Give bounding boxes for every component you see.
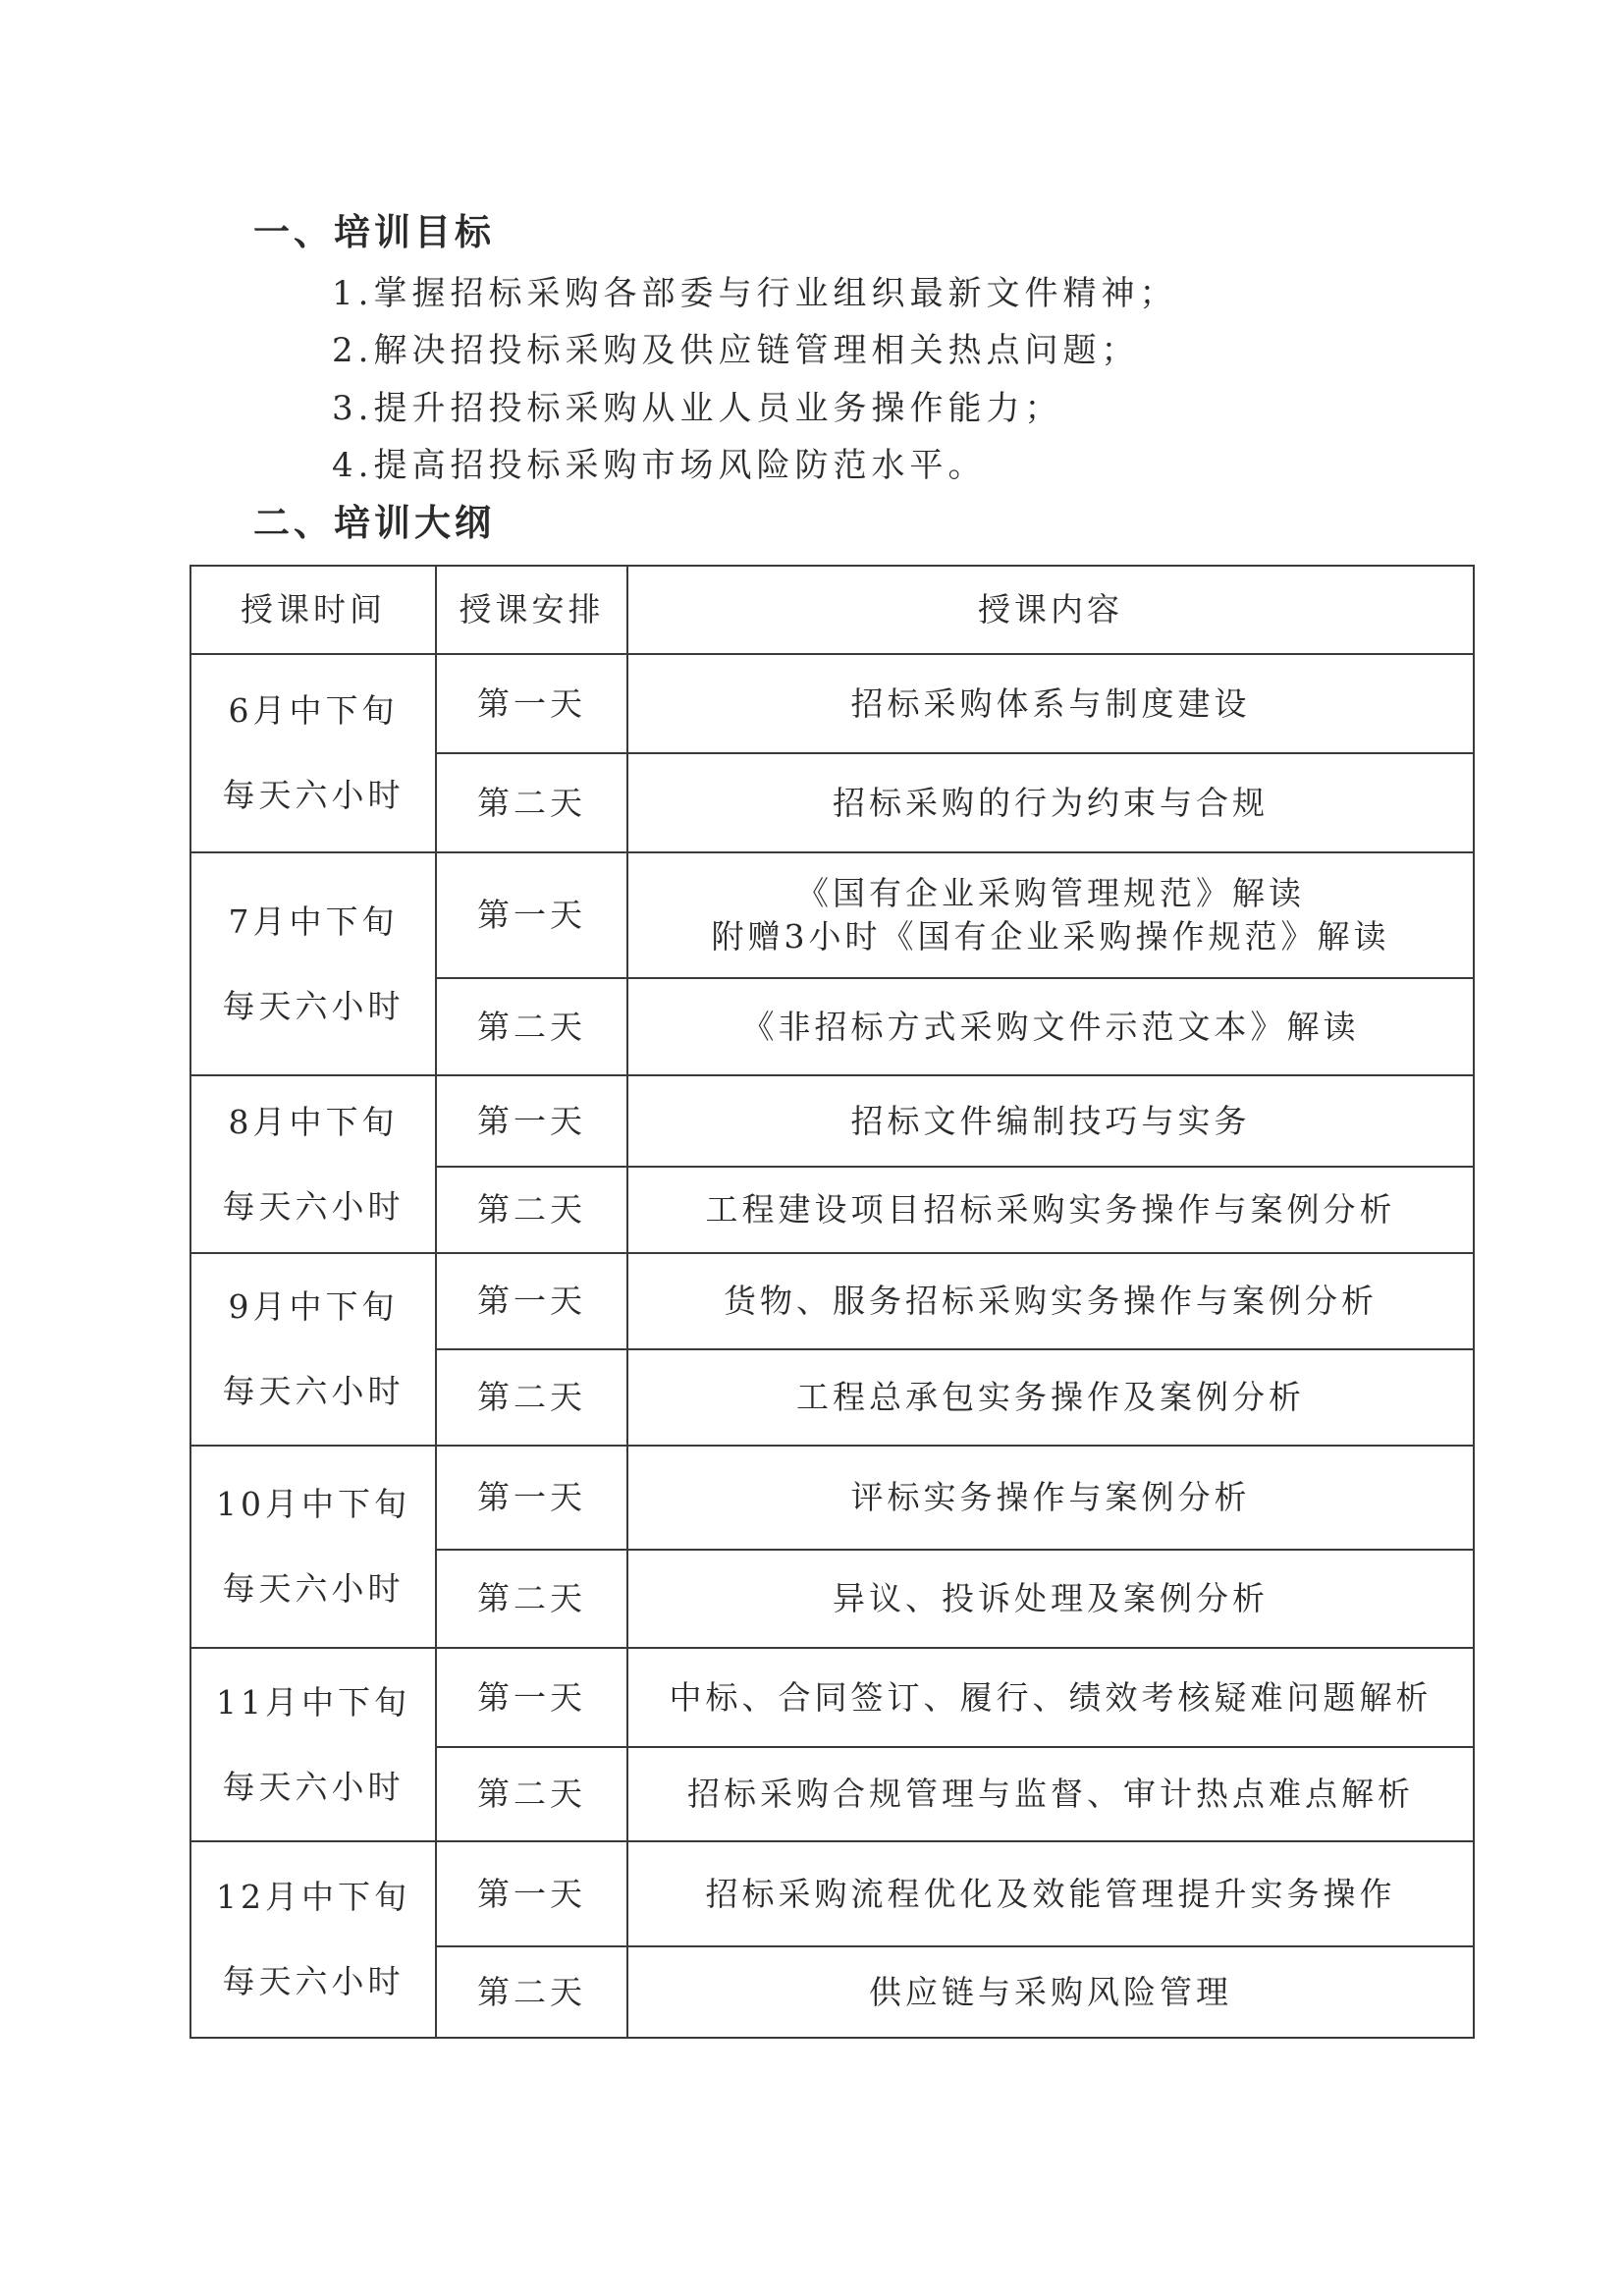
header-content: 授课内容 xyxy=(627,566,1474,654)
period-hours: 每天六小时 xyxy=(222,1962,405,2000)
table-header-row xyxy=(190,566,1474,654)
period-cell xyxy=(190,654,436,852)
content-line: 招标文件编制技巧与实务 xyxy=(850,1101,1251,1140)
day-cell: 第一天 xyxy=(436,1648,627,1747)
content-cell xyxy=(627,654,1474,753)
content-cell xyxy=(627,1075,1474,1167)
content-cell xyxy=(627,1253,1474,1349)
content-line: 中标、合同签订、履行、绩效考核疑难问题解析 xyxy=(669,1677,1433,1717)
content-cell xyxy=(627,753,1474,852)
outline-table xyxy=(189,565,1475,2039)
goal-item: 2.解决招投标采购及供应链管理相关热点问题； xyxy=(332,331,1140,370)
period-month: 10月中下旬 xyxy=(216,1485,410,1523)
outline-table-body xyxy=(190,654,1474,2038)
goal-item: 4.提高招投标采购市场风险防范水平。 xyxy=(332,446,987,485)
day-cell: 第一天 xyxy=(436,1253,627,1349)
content-cell xyxy=(627,852,1474,978)
outline-heading: 二、培训大纲 xyxy=(253,501,495,544)
table-row xyxy=(190,1075,1474,1167)
content-line: 附赠3小时《国有企业采购操作规范》解读 xyxy=(711,917,1390,956)
day-cell: 第二天 xyxy=(436,1349,627,1446)
table-row xyxy=(190,1841,1474,1946)
goal-item: 1.掌握招标采购各部委与行业组织最新文件精神； xyxy=(332,274,1178,313)
content-cell xyxy=(627,1167,1474,1253)
content-line: 招标采购合规管理与监督、审计热点难点解析 xyxy=(687,1775,1414,1813)
content-line: 招标采购流程优化及效能管理提升实务操作 xyxy=(705,1874,1396,1913)
day-cell: 第二天 xyxy=(436,1550,627,1648)
content-cell xyxy=(627,1648,1474,1747)
period-hours: 每天六小时 xyxy=(222,1372,405,1410)
content-line: 异议、投诉处理及案例分析 xyxy=(833,1579,1269,1617)
table-row xyxy=(190,654,1474,753)
table-row xyxy=(190,1446,1474,1550)
period-hours: 每天六小时 xyxy=(222,1767,405,1806)
content-line: 工程建设项目招标采购实务操作与案例分析 xyxy=(705,1190,1396,1229)
header-time: 授课时间 xyxy=(190,566,436,654)
day-cell: 第一天 xyxy=(436,1446,627,1550)
content-cell xyxy=(627,1550,1474,1648)
period-hours: 每天六小时 xyxy=(222,986,405,1025)
period-cell xyxy=(190,1841,436,2038)
content-line: 供应链与采购风险管理 xyxy=(869,1972,1232,2011)
content-line: 《非招标方式采购文件示范文本》解读 xyxy=(741,1007,1360,1046)
day-cell: 第一天 xyxy=(436,1841,627,1946)
table-row xyxy=(190,852,1474,978)
content-cell xyxy=(627,978,1474,1075)
day-cell: 第二天 xyxy=(436,1167,627,1253)
content-cell xyxy=(627,1446,1474,1550)
content-cell xyxy=(627,1841,1474,1946)
day-cell: 第一天 xyxy=(436,852,627,978)
period-hours: 每天六小时 xyxy=(222,1186,405,1226)
day-cell: 第二天 xyxy=(436,978,627,1075)
day-cell: 第一天 xyxy=(436,654,627,753)
content-line: 招标采购体系与制度建设 xyxy=(850,683,1251,723)
header-arrangement: 授课安排 xyxy=(436,566,627,654)
period-month: 12月中下旬 xyxy=(216,1878,410,1916)
period-month: 8月中下旬 xyxy=(228,1102,399,1141)
period-month: 7月中下旬 xyxy=(228,902,399,941)
content-line: 《国有企业采购管理规范》解读 xyxy=(796,874,1305,912)
day-cell: 第二天 xyxy=(436,1747,627,1841)
day-cell: 第二天 xyxy=(436,753,627,852)
period-cell xyxy=(190,1253,436,1446)
content-cell xyxy=(627,1946,1474,2038)
table-row xyxy=(190,1648,1474,1747)
period-cell xyxy=(190,1648,436,1841)
content-cell xyxy=(627,1349,1474,1446)
period-hours: 每天六小时 xyxy=(222,1569,405,1608)
period-month: 9月中下旬 xyxy=(228,1287,399,1326)
content-line: 工程总承包实务操作及案例分析 xyxy=(796,1378,1305,1416)
table-row xyxy=(190,1253,1474,1349)
content-line: 评标实务操作与案例分析 xyxy=(850,1478,1251,1516)
content-cell xyxy=(627,1747,1474,1841)
goals-heading: 一、培训目标 xyxy=(253,210,495,253)
day-cell: 第一天 xyxy=(436,1075,627,1167)
period-cell xyxy=(190,852,436,1075)
goal-item: 3.提升招投标采购从业人员业务操作能力； xyxy=(332,389,1063,428)
content-line: 招标采购的行为约束与合规 xyxy=(833,783,1269,822)
period-month: 11月中下旬 xyxy=(216,1682,410,1722)
content-line: 货物、服务招标采购实务操作与案例分析 xyxy=(724,1282,1378,1320)
period-hours: 每天六小时 xyxy=(222,776,405,814)
day-cell: 第二天 xyxy=(436,1946,627,2038)
period-cell xyxy=(190,1075,436,1253)
period-cell xyxy=(190,1446,436,1648)
period-month: 6月中下旬 xyxy=(228,691,399,730)
